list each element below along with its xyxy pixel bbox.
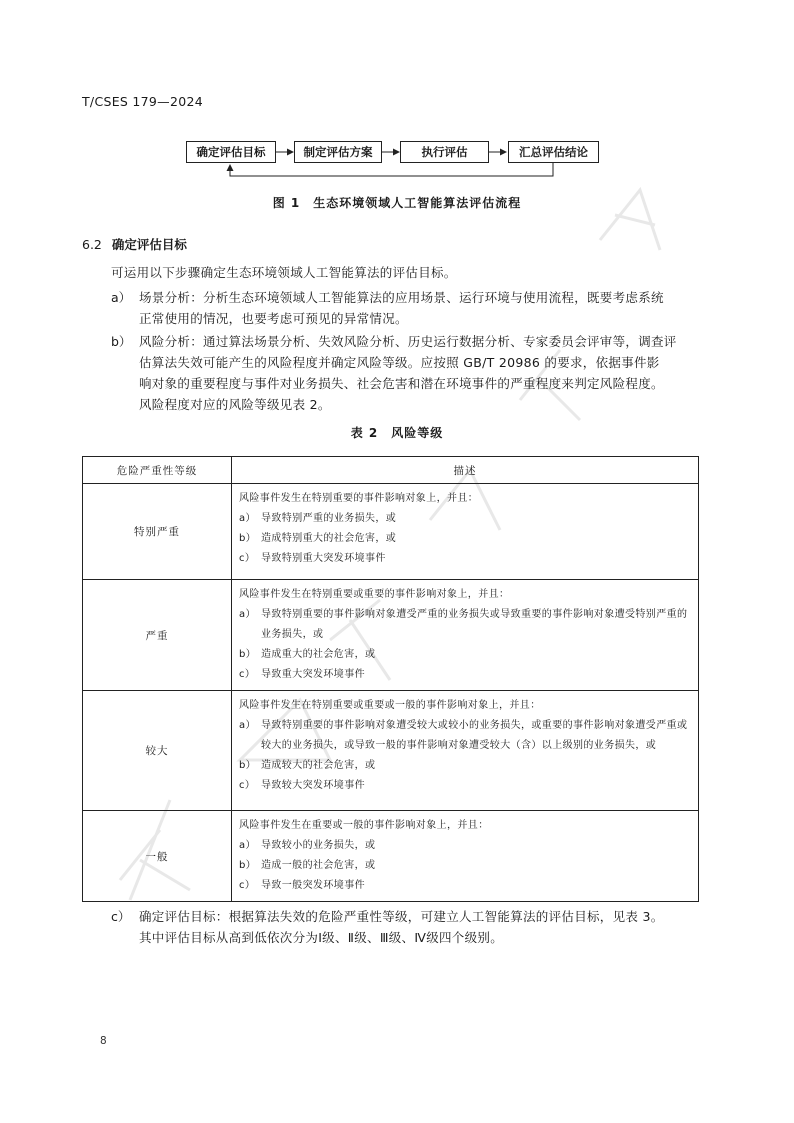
item-a-line: 场景分析：分析生态环境领域人工智能算法的应用场景、运行环境与使用流程，既要考虑系统 — [139, 290, 664, 305]
item-b-line: 风险程度对应的风险等级见表 2。 — [139, 397, 331, 412]
desc-line: 风险事件发生在特别重要或重要的事件影响对象上，并且： — [239, 589, 510, 600]
desc-line: c） 导致重大突发环境事件 — [239, 669, 365, 680]
item-b-line: 估算法失效可能产生的风险程度并确定风险等级。应按照 GB/T 20986 的要求，依据事件影 — [139, 355, 660, 370]
item-a-line: 正常使用的情况，也要考虑可预见的异常情况。 — [139, 311, 408, 326]
header-description: 描述 — [232, 457, 699, 484]
severity-description — [232, 811, 699, 902]
item-c-line: 其中评估目标从高到低依次分为Ⅰ级、Ⅱ级、Ⅲ级、Ⅳ级四个级别。 — [139, 930, 503, 945]
item-b-line: 风险分析：通过算法场景分析、失效风险分析、历史运行数据分析、专家委员会评审等，调查评 — [139, 334, 677, 349]
intro-paragraph: 可运用以下步骤确定生态环境领域人工智能算法的评估目标。 — [111, 265, 457, 280]
item-b-line: 响对象的重要程度与事件对业务损失、社会危害和潜在环境事件的严重程度来判定风险程度。 — [139, 376, 664, 391]
standard-code: T/CSES 179—2024 — [82, 94, 203, 109]
section-number: 6.2 — [82, 237, 102, 252]
desc-line: b） 造成较大的社会危害，或 — [239, 760, 376, 771]
desc-line: a） 导致特别重要的事件影响对象遭受严重的业务损失或导致重要的事件影响对象遭受特别严重的业务损失，或 — [239, 609, 688, 640]
desc-line: 风险事件发生在重要或一般的事件影响对象上，并且： — [239, 820, 489, 831]
severity-level: 特别严重 — [83, 484, 232, 580]
severity-description — [232, 484, 699, 580]
severity-level: 一般 — [83, 811, 232, 902]
desc-line: b） 造成重大的社会危害，或 — [239, 649, 376, 660]
item-c-line: 确定评估目标：根据算法失效的危险严重性等级，可建立人工智能算法的评估目标，见表 3。 — [139, 909, 664, 924]
desc-line: a） 导致特别严重的业务损失，或 — [239, 513, 397, 524]
flow-step-define-target: 确定评估目标 — [186, 141, 276, 163]
flow-step-summarize: 汇总评估结论 — [508, 141, 599, 163]
item-c-label: c） — [111, 909, 131, 924]
table-header-row — [83, 457, 699, 484]
figure-caption: 图 1 生态环境领域人工智能算法评估流程 — [272, 196, 522, 210]
item-a-text — [139, 287, 699, 329]
table-caption: 表 2 风险等级 — [350, 426, 444, 440]
desc-line: c） 导致较大突发环境事件 — [239, 780, 365, 791]
desc-line: 风险事件发生在特别重要或重要或一般的事件影响对象上，并且： — [239, 700, 541, 711]
severity-description — [232, 691, 699, 811]
item-c-text — [139, 906, 704, 948]
desc-line: a） 导致较小的业务损失，或 — [239, 840, 376, 851]
desc-line: 风险事件发生在特别重要的事件影响对象上，并且： — [239, 493, 479, 504]
severity-level: 较大 — [83, 691, 232, 811]
table-row — [83, 691, 699, 811]
flow-connectors — [0, 0, 794, 200]
item-a-label: a） — [111, 290, 132, 305]
table-row — [83, 811, 699, 902]
item-b-text — [139, 331, 699, 415]
table-row — [83, 484, 699, 580]
section-heading — [82, 235, 187, 253]
flow-step-execute: 执行评估 — [400, 141, 489, 163]
risk-level-table — [82, 456, 699, 902]
desc-line: b） 造成特别重大的社会危害，或 — [239, 533, 397, 544]
item-b-label: b） — [111, 334, 132, 349]
header-severity: 危险严重性等级 — [83, 457, 232, 484]
desc-line: c） 导致一般突发环境事件 — [239, 880, 365, 891]
page-number: 8 — [100, 1035, 107, 1047]
feedback-arrow — [230, 163, 553, 176]
flow-step-plan: 制定评估方案 — [294, 141, 382, 163]
section-title: 确定评估目标 — [111, 237, 187, 252]
desc-line: b） 造成一般的社会危害，或 — [239, 860, 376, 871]
severity-level: 严重 — [83, 580, 232, 691]
desc-line: a） 导致特别重要的事件影响对象遭受较大或较小的业务损失，或重要的事件影响对象遭受严重或较大的业务损失，或导致一般的事件影响对象遭受较大（含）以上级别的业务损失，或 — [239, 720, 688, 751]
severity-description — [232, 580, 699, 691]
desc-line: c） 导致特别重大突发环境事件 — [239, 553, 386, 564]
table-row — [83, 580, 699, 691]
